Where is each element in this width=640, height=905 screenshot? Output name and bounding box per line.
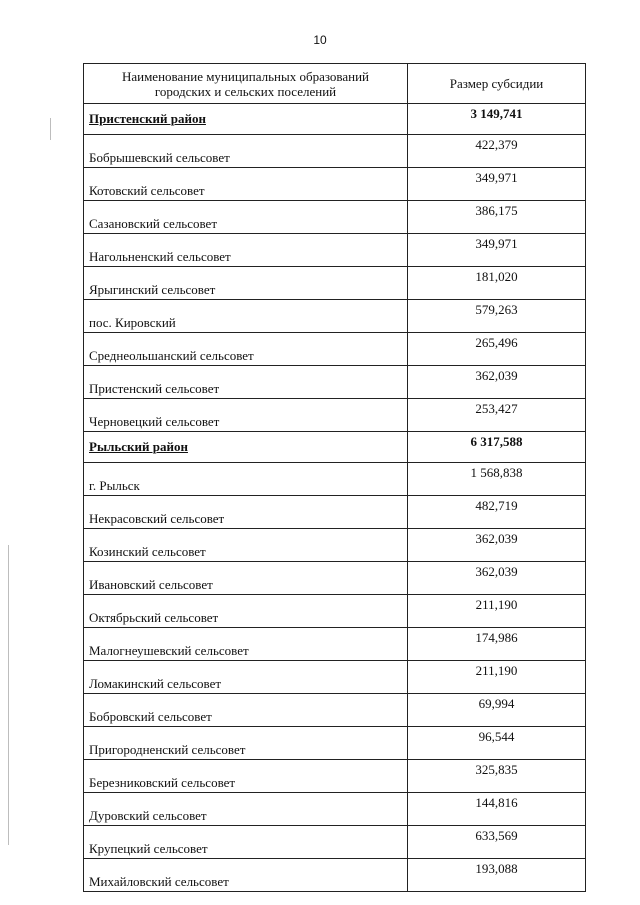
table-row — [84, 628, 586, 661]
municipality-name: Крупецкий сельсовет — [84, 826, 408, 859]
table-row — [84, 661, 586, 694]
subsidy-amount: 633,569 — [408, 826, 586, 859]
municipality-name: Михайловский сельсовет — [84, 859, 408, 892]
municipality-name: Пристенский сельсовет — [84, 366, 408, 399]
table-body — [84, 104, 586, 892]
table-row — [84, 234, 586, 267]
municipality-name: Козинский сельсовет — [84, 529, 408, 562]
scan-artifact — [8, 545, 9, 845]
municipality-name: Ярыгинский сельсовет — [84, 267, 408, 300]
column-header-subsidy-amount: Размер субсидии — [408, 64, 586, 104]
scan-artifact — [50, 118, 51, 140]
municipality-name: Ивановский сельсовет — [84, 562, 408, 595]
subsidy-amount: 211,190 — [408, 661, 586, 694]
subsidy-table — [83, 63, 586, 892]
subsidy-amount: 482,719 — [408, 496, 586, 529]
district-row — [84, 432, 586, 463]
subsidy-amount: 181,020 — [408, 267, 586, 300]
district-subsidy-total: 3 149,741 — [408, 104, 586, 135]
column-header-municipality-line1: Наименование муниципальных образований — [121, 68, 370, 84]
subsidy-amount: 69,994 — [408, 694, 586, 727]
subsidy-amount: 349,971 — [408, 168, 586, 201]
municipality-name: Ломакинский сельсовет — [84, 661, 408, 694]
table-row — [84, 333, 586, 366]
column-header-municipality-line2: городских и сельских поселений — [154, 83, 337, 99]
subsidy-amount: 174,986 — [408, 628, 586, 661]
district-row — [84, 104, 586, 135]
table-row — [84, 793, 586, 826]
table-row — [84, 399, 586, 432]
table-row — [84, 727, 586, 760]
district-name: Пристенский район — [84, 104, 408, 135]
municipality-name: пос. Кировский — [84, 300, 408, 333]
district-name: Рыльский район — [84, 432, 408, 463]
subsidy-amount: 96,544 — [408, 727, 586, 760]
subsidy-amount: 349,971 — [408, 234, 586, 267]
municipality-name: Березниковский сельсовет — [84, 760, 408, 793]
subsidy-amount: 193,088 — [408, 859, 586, 892]
municipality-name: Черновецкий сельсовет — [84, 399, 408, 432]
municipality-name: Малогнеушевский сельсовет — [84, 628, 408, 661]
table-row — [84, 135, 586, 168]
subsidy-amount: 211,190 — [408, 595, 586, 628]
column-header-municipality — [84, 64, 408, 104]
subsidy-amount: 362,039 — [408, 366, 586, 399]
subsidy-amount: 144,816 — [408, 793, 586, 826]
municipality-name: Сазановский сельсовет — [84, 201, 408, 234]
table-header-row — [84, 64, 586, 104]
subsidy-amount: 579,263 — [408, 300, 586, 333]
municipality-name: Бобровский сельсовет — [84, 694, 408, 727]
table-row — [84, 267, 586, 300]
municipality-name: Октябрьский сельсовет — [84, 595, 408, 628]
subsidy-amount: 362,039 — [408, 562, 586, 595]
table-row — [84, 760, 586, 793]
table-row — [84, 168, 586, 201]
table-row — [84, 300, 586, 333]
municipality-name: Дуровский сельсовет — [84, 793, 408, 826]
page-number: 10 — [313, 33, 327, 47]
subsidy-amount: 253,427 — [408, 399, 586, 432]
table-row — [84, 694, 586, 727]
table-row — [84, 496, 586, 529]
table-row — [84, 595, 586, 628]
municipality-name: Бобрышевский сельсовет — [84, 135, 408, 168]
table-row — [84, 463, 586, 496]
subsidy-amount: 265,496 — [408, 333, 586, 366]
municipality-name: Среднеольшанский сельсовет — [84, 333, 408, 366]
table-row — [84, 859, 586, 892]
subsidy-amount: 386,175 — [408, 201, 586, 234]
municipality-name: Пригородненский сельсовет — [84, 727, 408, 760]
table-row — [84, 826, 586, 859]
subsidy-amount: 325,835 — [408, 760, 586, 793]
municipality-name: Нагольненский сельсовет — [84, 234, 408, 267]
subsidy-amount: 1 568,838 — [408, 463, 586, 496]
district-subsidy-total: 6 317,588 — [408, 432, 586, 463]
municipality-name: Котовский сельсовет — [84, 168, 408, 201]
table-row — [84, 201, 586, 234]
table-row — [84, 366, 586, 399]
table-row — [84, 529, 586, 562]
municipality-name: г. Рыльск — [84, 463, 408, 496]
subsidy-amount: 422,379 — [408, 135, 586, 168]
municipality-name: Некрасовский сельсовет — [84, 496, 408, 529]
subsidy-amount: 362,039 — [408, 529, 586, 562]
table-row — [84, 562, 586, 595]
